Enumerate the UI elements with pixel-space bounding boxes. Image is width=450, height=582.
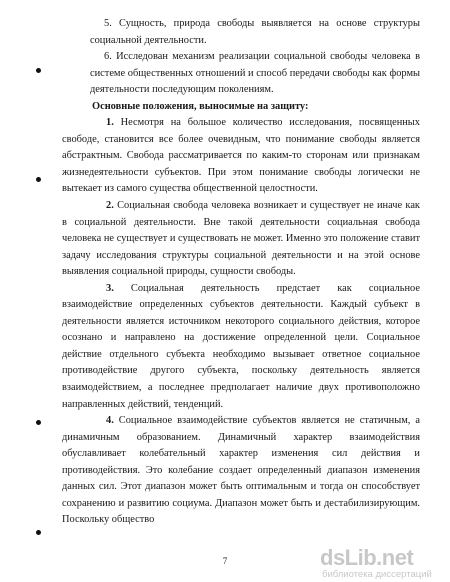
point-text: Несмотря на большое количество исследования, посвященных свободе, становится все более очевидным, что понимание свободы является абстрактным. Свобода рассматривается по каким-то сторонам или признакам жизнедеятельности субъектов. При этом понимание свободы логически не вытекает из самого существа общественной целостности. bbox=[62, 117, 420, 195]
point-4 bbox=[62, 413, 420, 529]
page-number: 7 bbox=[222, 556, 228, 566]
point-text: Социальная свобода человека возникает и существует не иначе как в социальной деятельности. Вне такой деятельности социальная свобода человека не существует и существовать не может. Именно это положение ставит задачу исследования структуры социальной деятельности и на этой основе выявления социальной природы, сущности свободы. bbox=[62, 200, 420, 278]
point-text: Социальная деятельность предстает как социальное взаимодействие определенных субъектов деятельности. Каждый субъект в деятельности является источником некоторого социального действия, которое осознано и направлено на достижение определенной цели. Социальное действие отдельного субъекта необходимо вызывает ответное социальное противодействие другого субъекта, поскольку деятельность является взаимодействием, а последнее предполагает наличие двух противоположно направленных действий, тенденций. bbox=[62, 282, 420, 410]
list-text: Исследован механизм реализации социальной свободы человека в системе общественных отношений и способ передачи свободы как формы деятельности последующим поколениям. bbox=[90, 51, 420, 96]
list-text: Сущность, природа свободы выявляется на основе структуры социальной деятельности. bbox=[90, 18, 420, 46]
punch-hole-dot bbox=[36, 530, 41, 535]
watermark-subtitle: библиотека диссертаций bbox=[322, 569, 432, 580]
point-number: 4. bbox=[106, 415, 114, 427]
point-text: Социальное взаимодействие субъектов является не статичным, а динамичным образованием. Динамичный характер взаимодействия обуславливает колебательный характер изменения сил действия и противодействия. Это колебание создает определенный диапазон изменения данных сил. Этот диапазон может быть оптимальным и тогда он способствует сохранению и развитию социума. Диапазон может быть и дестабилизирующим. Поскольку общество bbox=[62, 415, 420, 526]
point-2 bbox=[62, 198, 420, 281]
point-3 bbox=[62, 281, 420, 413]
watermark-logo: dsLib.net bbox=[320, 545, 414, 570]
point-1 bbox=[62, 115, 420, 198]
point-number: 2. bbox=[106, 200, 114, 212]
list-item-6 bbox=[62, 49, 420, 99]
section-heading: Основные положения, выносимые на защиту: bbox=[92, 100, 309, 112]
list-item-5 bbox=[62, 16, 420, 49]
punch-hole-dot bbox=[36, 68, 41, 73]
watermark bbox=[320, 545, 440, 580]
point-number: 1. bbox=[106, 117, 114, 129]
list-number: 6. bbox=[104, 51, 112, 63]
point-number: 3. bbox=[106, 282, 114, 294]
document-body bbox=[62, 16, 420, 529]
list-number: 5. bbox=[104, 18, 112, 29]
punch-hole-dot bbox=[36, 420, 41, 425]
punch-hole-dot bbox=[36, 177, 41, 182]
